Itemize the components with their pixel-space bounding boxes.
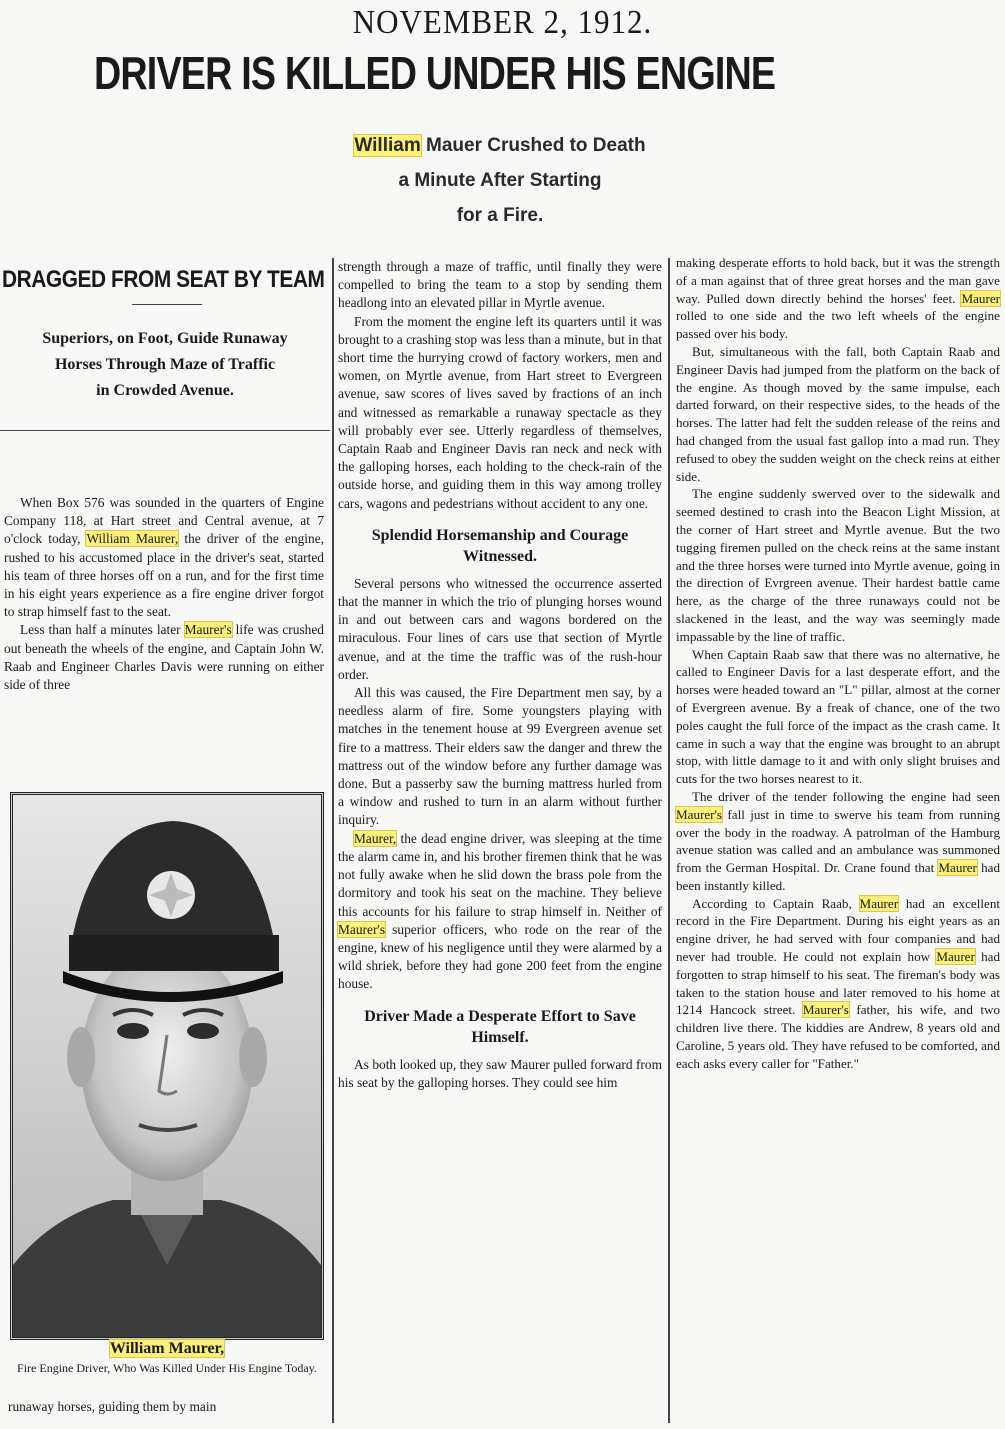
column-rule (332, 258, 334, 1423)
paragraph: From the moment the engine left its quarters until it was brought to a crashing stop was less than a minute, but in that short time the hurrying crowd of factory workers, men and women, on Myrtle avenue, from Hart street to Evergreen avenue, saw scores of lives saved by fractions of an inch and witnessed as remarkable a runaway spectacle as they will probably ever see. Utterly regardless of themselves, Captain Raab and Engineer Davis ran neck and neck with the galloping horses, each holding to the check-rain of the outside horse, and guiding them in this way among trolley cars, wagons and pedestrians without accident to any one. (338, 313, 662, 511)
deck-line-3: for a Fire. (456, 205, 544, 226)
article-body-col2 (338, 258, 662, 1092)
paragraph: But, simultaneous with the fall, both Captain Raab and Engineer Davis had jumped from the platform on the back of the engine. As though moved by the same impulse, each darted forward, on their respective sides, to the heads of the horses. The latter had felt the sudden release of the reins and had changed from the usual fast gallop into a mad run. They refused to obey the sudden weight on the check reins at either side. (676, 343, 1000, 484)
photo-caption: Fire Engine Driver, Who Was Killed Under His Engine Today. (17, 1361, 317, 1375)
divider (132, 304, 202, 305)
photo-caption-name: William Maurer, (109, 1340, 225, 1357)
deck-line-1: William Mauer Crushed to Death (354, 135, 646, 156)
highlight-name: Maurer's (184, 622, 232, 638)
paragraph: The engine suddenly swerved over to the sidewalk and seemed destined to crash into the Beacon Light Mission, at the corner of Hart street and Myrtle avenue. But the two tugging firemen pulled on the check reins at the same instant and the three horses were turned into Myrtle avenue, going in the direction of Evrgreen avenue. Their hardest battle came here, as the charge of the three runaways could not be slackened in the least, and the way was seemingly made impassable by the line of traffic. (676, 486, 1000, 644)
paragraph: All this was caused, the Fire Department men say, by a needless alarm of fire. Some youngsters playing with matches in the tenement house at 99 Evergreen avenue set fire to a mattress. Their elders saw the danger and threw the mattress out of the window before any further damage was done. But a passerby saw the burning mattress hurled from a window and rushed to turn in an alarm without further inquiry. (338, 685, 662, 828)
divider (0, 430, 330, 431)
column-tail-text: runaway horses, guiding them by main (8, 1399, 217, 1414)
paragraph: When Box 576 was sounded in the quarters of Engine Company 118, at Hart street and Central avenue, at 7 o'clock today, William Maurer, the driver of the engine, rushed to his accustomed place in the driver's seat, started his team of three horses off on a run, and for the first time in his eight years experience as a fire engine driver forgot to strap himself fast to the seat. (4, 495, 324, 620)
paragraph: making desperate efforts to hold back, but it was the strength of a man against that of three great horses and the man gave way. Pulled down directly behind the horses' feet. Maurer rolled to one side and the two left wheels of the engine passed over his body. (676, 255, 1000, 342)
paragraph: Several persons who witnessed the occurrence asserted that the manner in which the trio of plunging horses wound in and out between cars and wagons bordered on the miraculous. Four lines of cars use that section of Myrtle avenue, and at the time the traffic was of the rush-hour order. (338, 575, 662, 682)
deck (300, 128, 700, 233)
deck-line-2: a Minute After Starting (398, 170, 602, 191)
portrait-image (13, 795, 321, 1337)
paragraph: strength through a maze of traffic, until finally they were compelled to bring the team to a stop by sending them headlong into an elevated pillar in Myrtle avenue. (338, 259, 662, 311)
highlight-name: Maurer's (676, 806, 722, 822)
highlight-name: Maurer, (354, 830, 397, 846)
highlight-name: Maurer (859, 895, 899, 911)
paragraph: The driver of the tender following the engine had seen Maurer's fall just in time to swerve his team from running over the body in the roadway. A patrolman of the Hamburg avenue station was called and an ambulance was summoned from the German Hospital. Dr. Crane found that Maurer had been instantly killed. (676, 788, 1000, 893)
highlight-name: Maurer (938, 860, 977, 876)
paragraph: According to Captain Raab, Maurer had an excellent record in the Fire Department. During his eight years as an engine driver, he had served with four companies and had never had trouble. He could not explain how Maurer had forgotten to strap himself to his seat. The fireman's body was taken to the station house and later removed to his home at 1214 Hancock street. Maurer's father, his wife, and two children live there. The kiddies are Andrew, 8 years old and Caroline, 5 years old. They have refused to be comforted, and each asks every caller for "Father." (676, 895, 1001, 1071)
highlight-name: William Maurer, (86, 531, 179, 547)
highlight-name: Maurer's (338, 921, 386, 937)
subheading: Driver Made a Desperate Effort to Save Himself. (364, 1007, 636, 1046)
paragraph: When Captain Raab saw that there was no alternative, he called to Engineer Davis for a last desperate effort, and the horses were headed toward an "L" pillar, almost at the corner of Evergreen avenue. By a freak of chance, one of the two poles caught the full force of the impact as the crash came. It came in such a way that the engine was brought to an abrupt stop, with little damage to it and with only slight bruises and cuts for the two horses nearest to it. (676, 646, 1000, 787)
article-body-col3 (676, 254, 1000, 1073)
headline: DRIVER IS KILLED UNDER HIS ENGINE (93, 47, 776, 99)
column-rule (668, 258, 670, 1423)
subheading: Splendid Horsemanship and Courage Witnessed. (371, 526, 629, 565)
highlight-name: William (354, 135, 421, 156)
badge-icon (147, 871, 195, 919)
paragraph: Less than half a minutes later Maurer's life was crushed out beneath the wheels of the engine, and Captain John W. Raab and Engineer Charles Davis were running on either side of three (4, 622, 324, 693)
subdeck: Superiors, on Foot, Guide Runaway Horses Through Maze of Traffic in Crowded Avenue. (42, 330, 288, 399)
highlight-name: Maurer (936, 949, 975, 965)
paragraph: Maurer, the dead engine driver, was sleeping at the time the alarm came in, and his brother firemen think that he was not fully awake when he slid down the brass pole from the dormitory and took his seat on the machine. They believe this accounts for his failure to strap himself in. Neither of Maurer's superior officers, who rode on the rear of the engine, knew of his negligence until they were alarmed by a wild shriek, before they had gone 200 feet from the engine house. (338, 830, 662, 992)
highlight-name: Maurer (961, 290, 1000, 306)
date-line: NOVEMBER 2, 1912. (352, 2, 653, 41)
highlight-name: Maurer's (802, 1002, 849, 1018)
portrait-photo (10, 792, 324, 1340)
paragraph: As both looked up, they saw Maurer pulled forward from his seat by the galloping horses. They could see him (338, 1056, 662, 1090)
article-body-col1 (4, 494, 324, 694)
column-heading: DRAGGED FROM SEAT BY TEAM (2, 266, 325, 293)
